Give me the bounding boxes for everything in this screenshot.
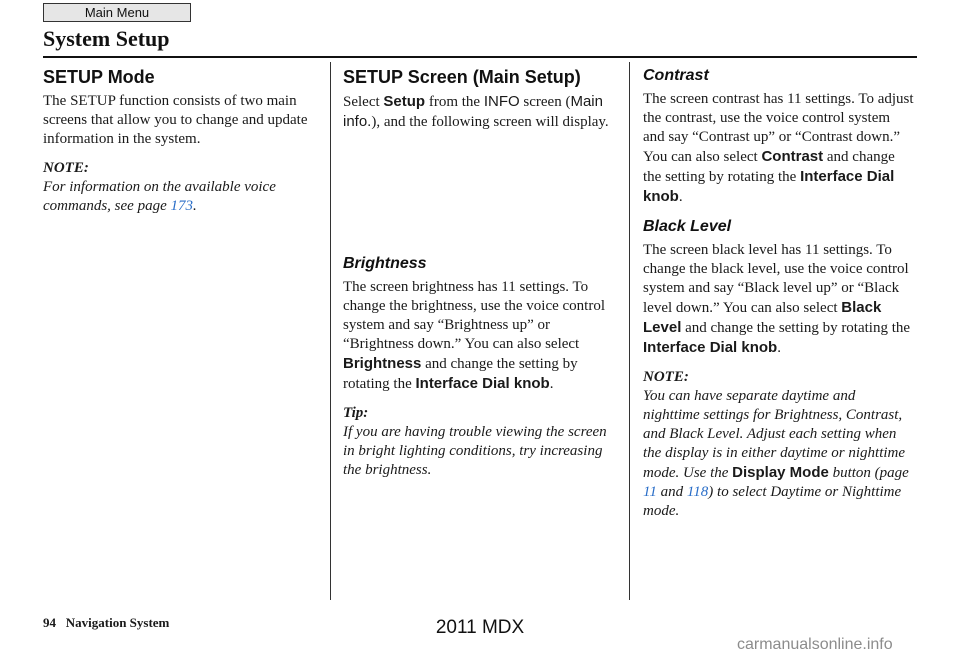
setup-keyword: Setup [383,93,426,110]
contrast-text: . [678,189,683,205]
brightness-text: The screen brightness has 11 settings. To change the brightness, use the voice control system and say “Brightness up” or “Brightness down.” You can also select [343,279,606,352]
note-heading: NOTE: [43,160,89,176]
setup-screen-heading: SETUP Screen (Main Setup) [343,67,581,87]
interface-dial-keyword: Interface Dial knob [643,168,895,205]
setup-screen-intro [343,92,615,132]
book-title: Navigation System [65,615,170,630]
intro-text: ), and the following screen will display. [371,114,609,130]
note-text-end: . [192,198,197,214]
contrast-heading: Contrast [643,67,709,84]
interface-dial-keyword: Interface Dial knob [415,375,550,392]
black-level-keyword: Black Level [643,299,882,336]
contrast-keyword: Contrast [761,148,824,165]
black-level-text: and change the setting by rotating the [681,320,911,336]
contrast-text: and change the setting by rotating the [643,149,895,185]
page-link-118[interactable]: 118 [686,484,709,500]
column-setup-mode [43,66,315,226]
black-level-text: . [777,340,781,356]
brightness-keyword: Brightness [343,355,422,372]
note-text: For information on the available voice commands, see page [43,179,276,214]
intro-text: from the [425,94,484,110]
black-level-heading: Black Level [643,218,732,235]
model-label: 2011 MDX [435,617,525,638]
info-keyword: INFO [483,93,520,110]
brightness-heading: Brightness [343,255,427,272]
watermark: carmanualsonline.info [737,636,893,653]
black-level-paragraph [643,241,915,358]
intro-text: screen ( [519,94,571,110]
column-contrast-black [643,66,915,531]
main-info-keyword: Main info. [343,93,603,130]
column-divider-left [330,62,331,600]
brightness-text: and change the setting by rotating the [343,356,578,392]
screen-image-placeholder [343,142,615,254]
contrast-paragraph [643,90,915,207]
brightness-text: . [549,376,554,392]
setup-mode-intro: The SETUP function consists of two main screens that allow you to change and update information in the system. [43,93,308,147]
tip-heading: Tip: [343,405,369,421]
voice-commands-note [43,178,315,216]
brightness-paragraph [343,278,615,394]
black-level-text: The screen black level has 11 settings. To change the black level, use the voice control system and say “Black level up” or “Black level down.” You can also select [643,242,909,316]
setup-mode-heading: SETUP Mode [43,67,155,87]
page-link-173[interactable]: 173 [170,198,193,214]
main-menu-button[interactable]: Main Menu [43,3,191,22]
note-text: ) to select Daytime or Nighttime mode. [643,484,902,519]
page-title: System Setup [43,26,170,51]
title-divider [43,56,917,58]
note-text: button (page [828,465,909,481]
note-text: and [656,484,687,500]
note-text: You can have separate daytime and nighttime settings for Brightness, Contrast, and Black Level. Adjust each setting when the display is in either daytime or nighttime mode. Use the [643,388,906,481]
page-link-11[interactable]: 11 [643,484,657,500]
page-number: 94 [43,615,56,630]
column-setup-screen [343,66,615,490]
intro-text: Select [343,94,384,110]
interface-dial-keyword: Interface Dial knob [643,339,778,356]
display-mode-keyword: Display Mode [732,464,829,481]
display-mode-note [643,387,915,521]
tip-body: If you are having trouble viewing the screen in bright lighting conditions, try increasing the brightness. [343,424,607,478]
note-heading: NOTE: [643,369,689,385]
contrast-text: The screen contrast has 11 settings. To adjust the contrast, use the voice control system and say “Contrast up” or “Contrast down.” You can also select [643,91,914,165]
column-divider-right [629,62,630,600]
